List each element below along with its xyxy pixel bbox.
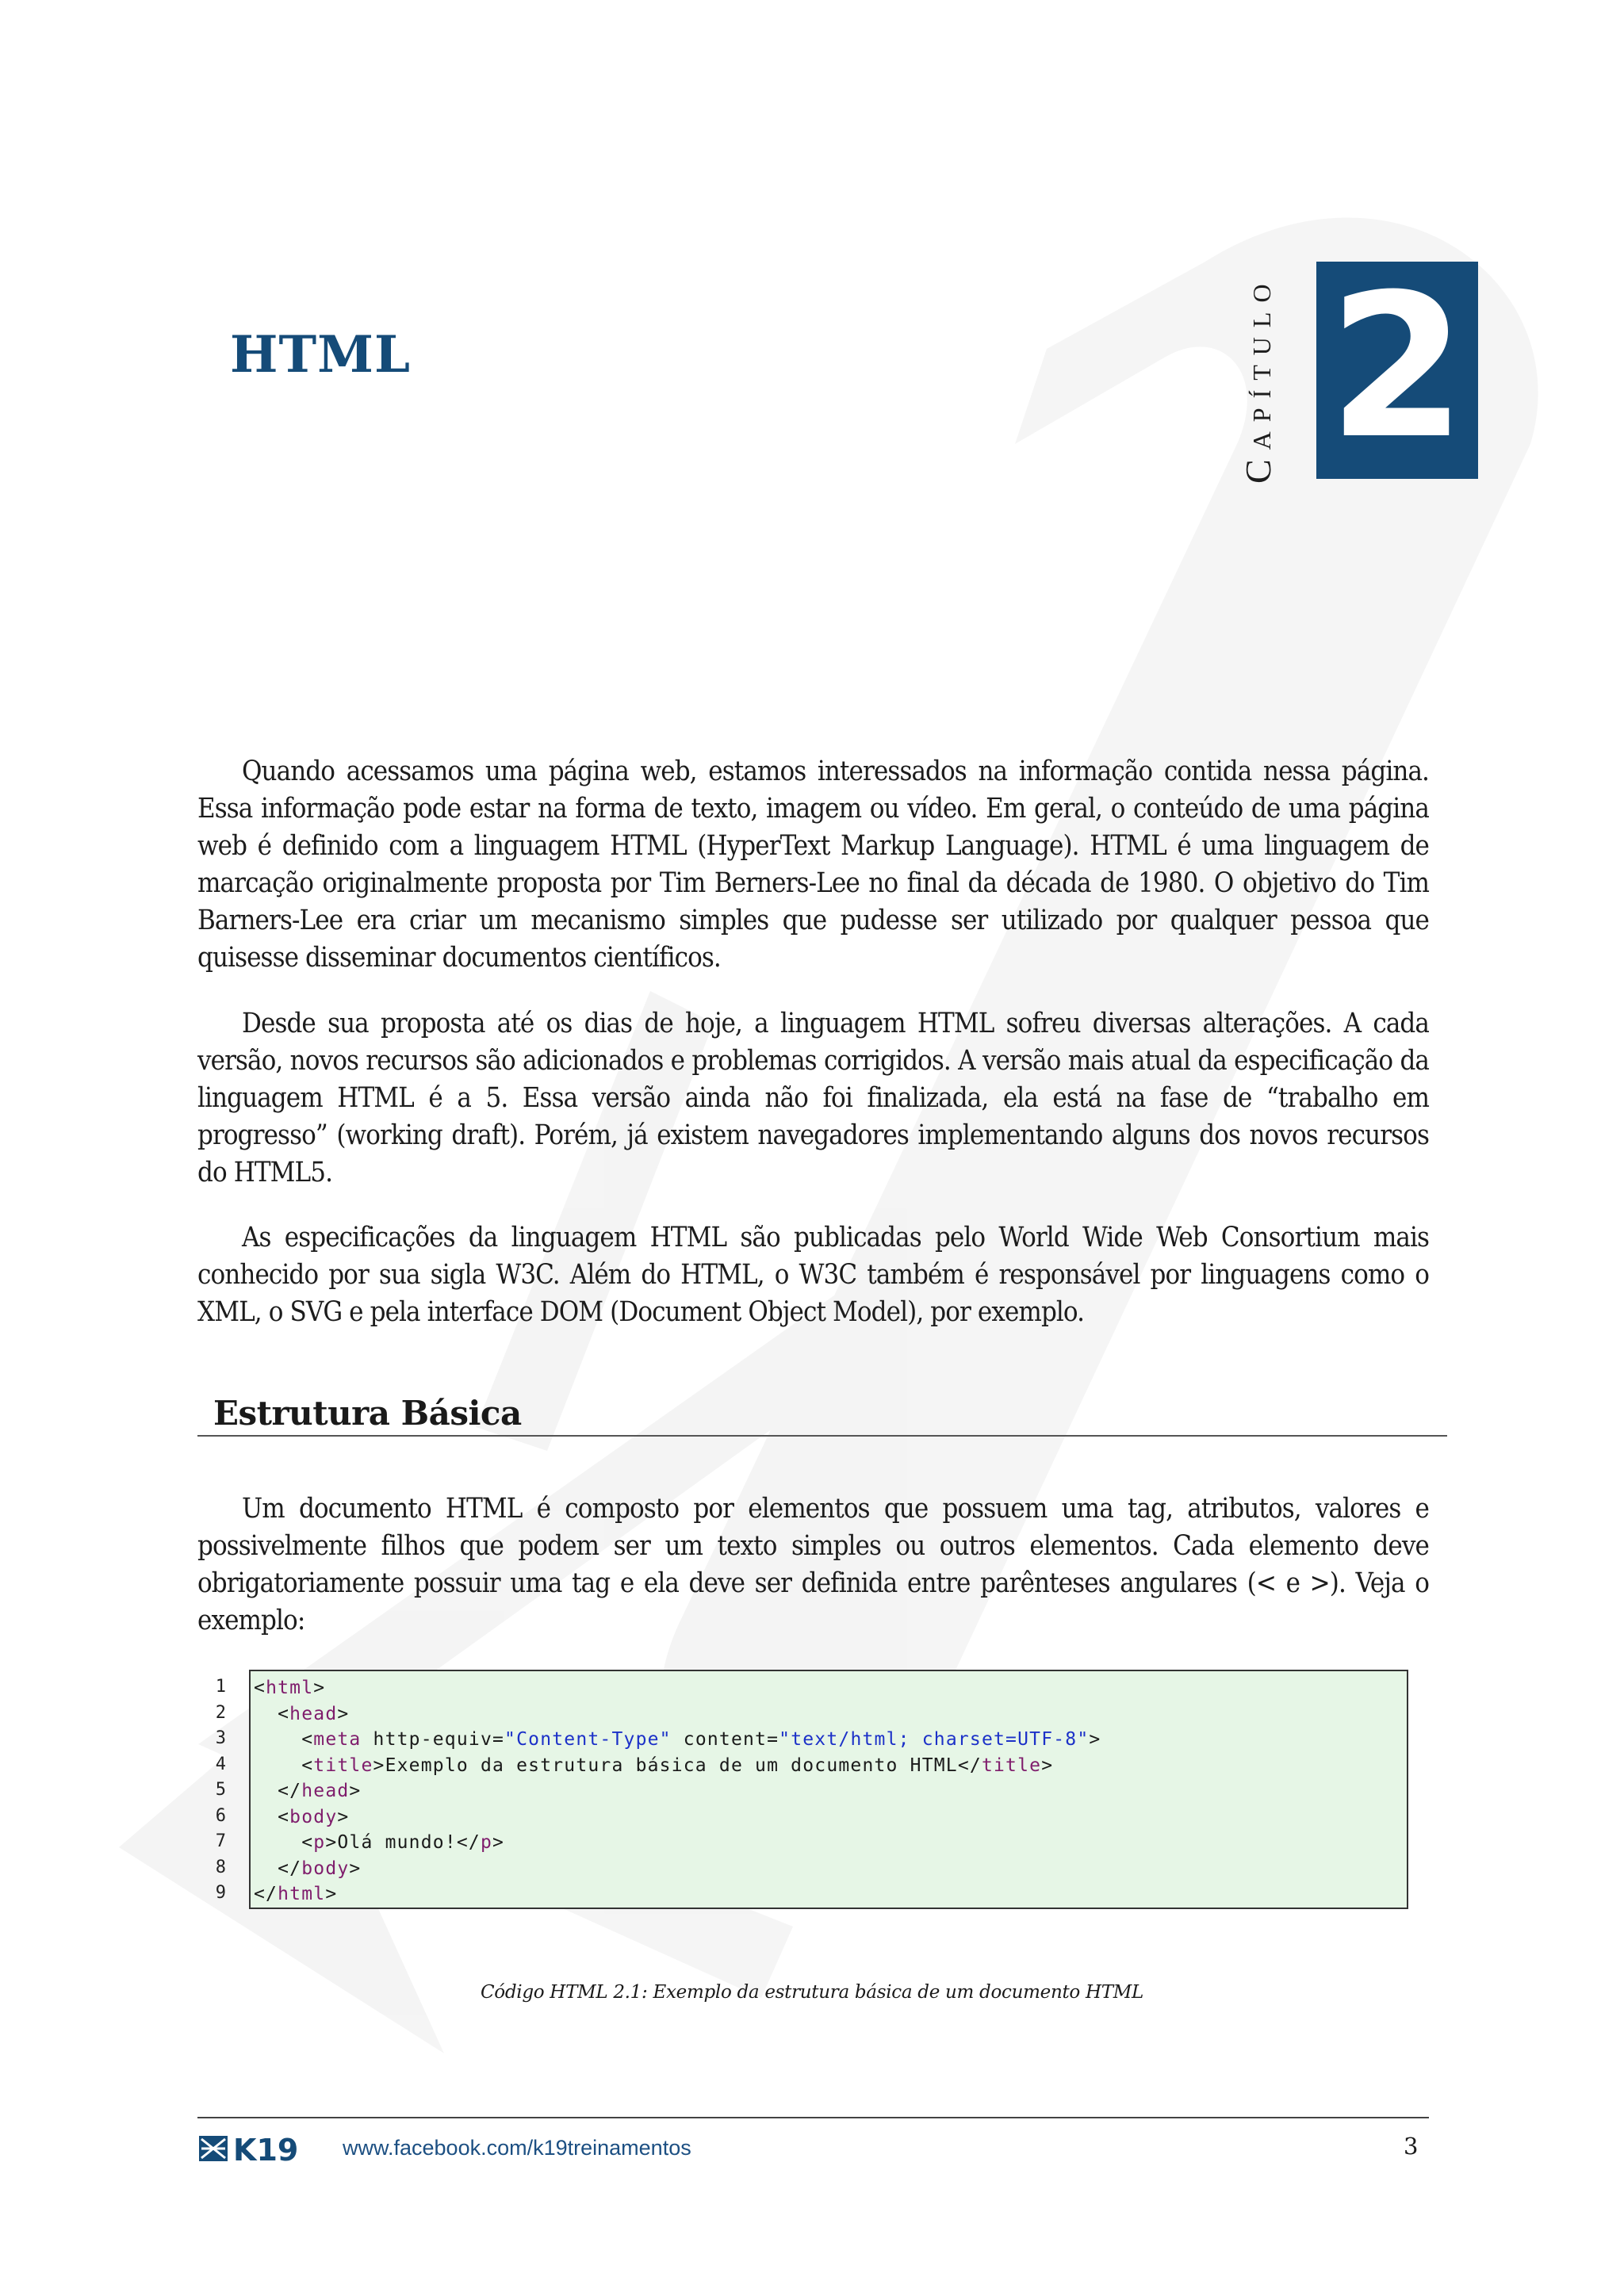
chapter-title: HTML xyxy=(230,325,411,385)
code-line: <body> xyxy=(278,1806,350,1827)
line-number: 8 xyxy=(215,1857,226,1877)
line-number: 7 xyxy=(215,1831,226,1851)
line-number: 2 xyxy=(215,1702,226,1723)
code-line: <meta http-equiv="Content-Type" content="text/html; charset=UTF-8"> xyxy=(301,1729,1101,1750)
paragraph-intro: Quando acessamos uma página web, estamos interessados na informação contida nessa página. Essa informação pode estar na forma de texto, imagem ou vídeo. Em geral, o conteúdo de uma página web é definido com a linguagem HTML (HyperText Markup Language). HTML é uma linguagem de marcação originalmente proposta por Tim Berners-Lee no final da década de 1980. O objetivo do Tim Barners-Lee era criar um mecanismo simples que pudesse ser utilizado por qualquer pessoa que quisesse disseminar documentos científicos. xyxy=(197,756,1429,974)
code-listing xyxy=(249,1670,1408,1909)
chapter-label: Capítulo xyxy=(1238,274,1278,484)
line-number: 4 xyxy=(215,1754,226,1774)
line-number: 1 xyxy=(215,1677,226,1697)
code-line-numbers xyxy=(202,1674,226,1907)
chapter-number: 2 xyxy=(1328,251,1466,482)
code-line: </body> xyxy=(278,1858,362,1879)
footer-link[interactable]: www.facebook.com/k19treinamentos xyxy=(343,2136,691,2160)
paragraph-w3c: As especificações da linguagem HTML são publicadas pelo World Wide Web Consortium mais conhecido por sua sigla W3C. Além do HTML, o W3C também é responsável por linguagens como o XML, o SVG e pela interface DOM (Document Object Model), por exemplo. xyxy=(197,1222,1429,1328)
chapter-number-box xyxy=(1316,251,1478,482)
paragraph-versions: Desde sua proposta até os dias de hoje, a linguagem HTML sofreu diversas alterações. A cada versão, novos recursos são adicionados e problemas corrigidos. A versão mais atual da especificação da linguagem HTML é a 5. Essa versão ainda não foi finalizada, ela está na fase de “trabalho em progresso” (working draft). Porém, já existem navegadores implementando alguns dos novos recursos do HTML5. xyxy=(197,1008,1429,1188)
logo-text: K19 xyxy=(233,2133,299,2164)
code-line: </html> xyxy=(254,1884,338,1904)
section-heading-text: Estrutura Básica xyxy=(213,1394,522,1433)
line-number: 9 xyxy=(215,1883,226,1903)
line-number: 6 xyxy=(215,1805,226,1826)
line-number: 5 xyxy=(215,1780,226,1800)
line-number: 3 xyxy=(215,1728,226,1748)
code-line: <title>Exemplo da estrutura básica de um documento HTML</title> xyxy=(301,1755,1054,1776)
code-line: <head> xyxy=(278,1703,350,1724)
footer-divider xyxy=(197,2117,1429,2118)
code-line: </head> xyxy=(278,1781,362,1801)
section-heading xyxy=(197,1394,1447,1437)
paragraph-structure: Um documento HTML é composto por elementos que possuem uma tag, atributos, valores e possivelmente filhos que podem ser um texto simples ou outros elementos. Cada elemento deve obrigatoriamente possuir uma tag e ela deve ser definida entre parênteses angulares (< e >). Veja o exemplo: xyxy=(197,1493,1429,1636)
code-caption: Código HTML 2.1: Exemplo da estrutura básica de um documento HTML xyxy=(481,1982,1143,2003)
code-line: <p>Olá mundo!</p> xyxy=(301,1832,505,1853)
code-line: <html> xyxy=(254,1678,326,1698)
k19-logo-icon xyxy=(198,2133,321,2164)
page-number: 3 xyxy=(1404,2133,1419,2160)
